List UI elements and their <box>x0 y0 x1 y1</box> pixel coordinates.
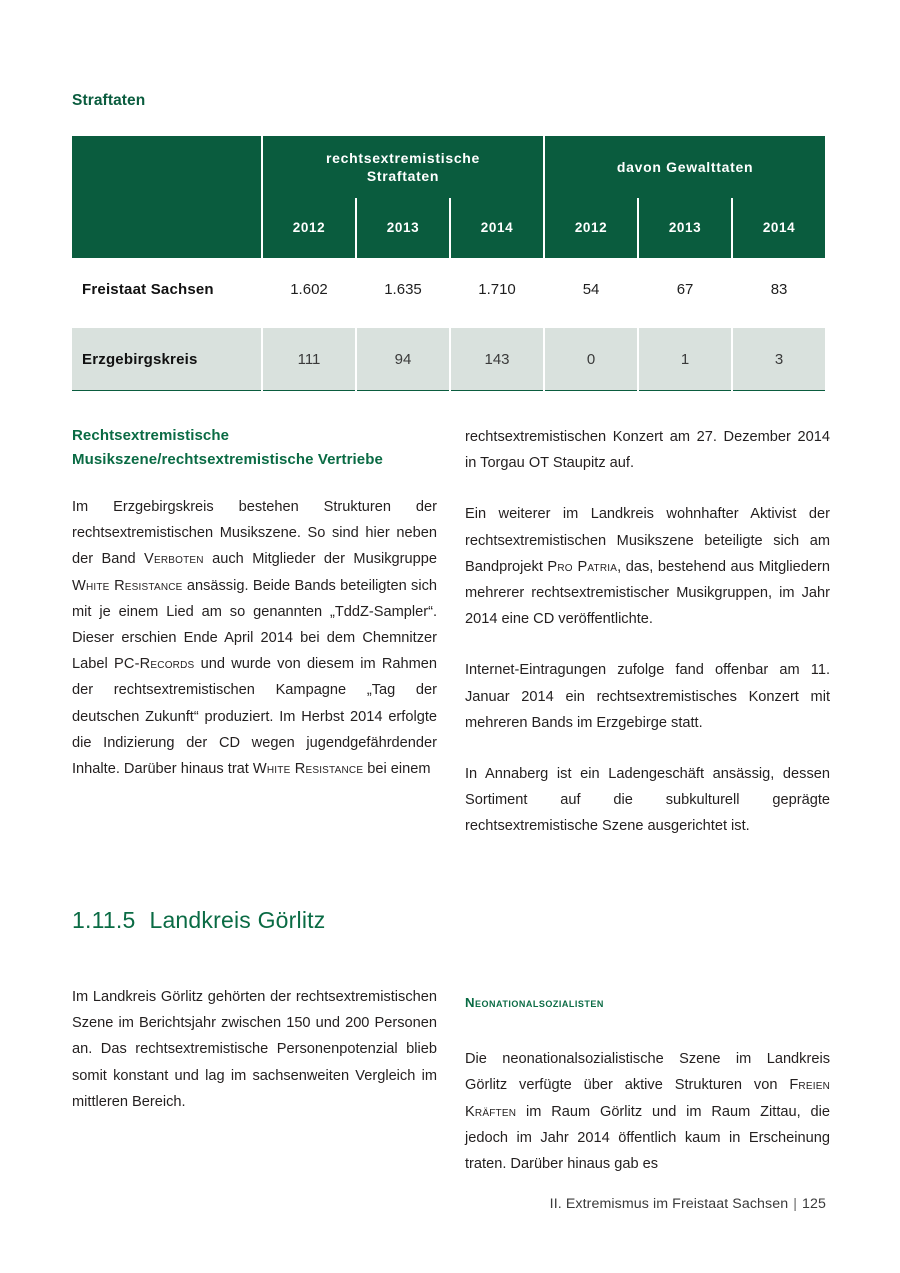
table-group-header-row <box>72 136 826 198</box>
group-header-line1: davon Gewalttaten <box>616 158 754 175</box>
cell-value: 0 <box>544 328 638 391</box>
footer-section-title: II. Extremismus im Freistaat Sachsen <box>549 1196 789 1212</box>
text-fragment: im Raum Görlitz und im Raum Zittau, die jedoch im Jahr 2014 öffentlich kaum in Erscheinung traten. Darüber hinaus gab es <box>465 1103 830 1173</box>
text-fragment: Ein weiterer im Landkreis wohnhafter Aktivist der rechtsextremistischen Musikszene beteiligte sich am Bandprojekt <box>465 506 830 575</box>
row-label-erzgebirgskreis: Erzgebirgskreis <box>72 328 262 391</box>
cell-value: 83 <box>732 258 826 320</box>
cell-value: 67 <box>638 258 732 320</box>
left-column-lower <box>72 984 437 1115</box>
footer-page-number: 125 <box>802 1196 826 1212</box>
text-fragment: auch Mitglieder der Musikgruppe <box>203 551 437 568</box>
right-column-lower <box>465 990 830 1177</box>
crime-statistics-table <box>72 136 827 391</box>
table-caption: Straftaten <box>72 92 146 109</box>
group-header-line2: Straftaten <box>366 168 440 184</box>
group-header-line1: rechtsextremistische <box>325 149 481 166</box>
table-row-spacer <box>72 320 826 328</box>
left-column-upper <box>72 424 437 782</box>
cell-value: 3 <box>732 328 826 391</box>
band-name-verboten: Verboten <box>144 551 204 568</box>
table-row <box>72 258 826 320</box>
label-name-pc-records: PC-Records <box>113 656 195 673</box>
band-name-white-resistance-2: White Resistance <box>252 761 364 778</box>
subsection-heading-musikszene: Rechtsextremistische Musikszene/rechtsextremistische Vertriebe <box>72 427 383 468</box>
table-row <box>72 328 826 391</box>
right-column-upper <box>465 424 830 840</box>
paragraph-personenpotenzial: Im Landkreis Görlitz gehörten der rechtsextremistischen Szene im Berichtsjahr zwischen 150 und 200 Personen an. Das rechtsextremistische Personenpotenzial blieb somit konstant und lag im sachsenweiten Vergleich im mittleren Bereich. <box>72 989 437 1110</box>
paragraph-neonazi-szene <box>465 1046 830 1177</box>
group-header-rechtsextremistische-straftaten <box>262 136 544 198</box>
page-footer <box>550 1196 826 1212</box>
year-header-2013-straftaten: 2013 <box>356 198 450 258</box>
footer-separator: | <box>793 1196 798 1212</box>
cell-value: 1.602 <box>262 258 356 320</box>
cell-value: 54 <box>544 258 638 320</box>
paragraph-konzert-torgau: rechtsextremistischen Konzert am 27. Dezember 2014 in Torgau OT Staupitz auf. <box>465 429 830 472</box>
row-label-freistaat-sachsen: Freistaat Sachsen <box>72 258 262 320</box>
group-name-freien-kraeften: Freien Kräften <box>465 1077 830 1120</box>
year-header-2014-straftaten: 2014 <box>450 198 544 258</box>
group-header-davon-gewalttaten <box>544 136 826 198</box>
chapter-number: 1.11.5 <box>72 907 136 933</box>
text-fragment: Im Erzgebirgskreis bestehen Strukturen der rechtsextremistischen Musikszene. So sind hier neben der Band <box>72 499 437 568</box>
paragraph-musikszene <box>72 494 437 782</box>
spacer-cell <box>72 320 826 328</box>
year-header-2013-gewalttaten: 2013 <box>638 198 732 258</box>
band-name-white-resistance: White Resistance <box>72 577 183 594</box>
paragraph-annaberg: In Annaberg ist ein Ladengeschäft ansässig, dessen Sortiment auf die subkulturell geprägte rechtsextremistische Szene ausgerichtet ist. <box>465 766 830 835</box>
table-header <box>72 136 826 258</box>
year-header-2012-straftaten: 2012 <box>262 198 356 258</box>
cell-value: 1.710 <box>450 258 544 320</box>
text-fragment: bei einem <box>363 761 431 778</box>
table-body <box>72 258 826 391</box>
year-header-2012-gewalttaten: 2012 <box>544 198 638 258</box>
table-corner-cell <box>72 136 262 258</box>
cell-value: 1.635 <box>356 258 450 320</box>
cell-value: 143 <box>450 328 544 391</box>
cell-value: 1 <box>638 328 732 391</box>
text-fragment: Die neonationalsozialistische Szene im Landkreis Görlitz verfügte über aktive Strukturen von <box>465 1051 830 1094</box>
subheading-neonationalsozialisten: Neonationalsozialisten <box>465 995 604 1010</box>
year-header-2014-gewalttaten: 2014 <box>732 198 826 258</box>
chapter-title: Landkreis Görlitz <box>149 907 326 933</box>
text-fragment: , das, bestehend aus Mitgliedern mehrerer rechtsextremistischer Musikgruppen, im Jahr 2014 eine CD veröffentlichte. <box>465 558 830 628</box>
band-name-pro-patria: Pro Patria <box>547 558 618 575</box>
text-fragment: ansässig. Beide Bands beteiligten sich mit je einem Lied am so genannten „TddZ-Sampler“. Dieser erschien Ende April 2014 bei dem Chemnitzer Label <box>72 577 437 673</box>
cell-value: 111 <box>262 328 356 391</box>
text-fragment: und wurde von diesem im Rahmen der rechtsextremistischen Kampagne „Tag der deutschen Zukunft“ produziert. Im Herbst 2014 erfolgte die Indizierung der CD wegen jugendgefährdender Inhalte. Darüber hinaus trat <box>72 656 437 778</box>
chapter-heading <box>72 907 325 934</box>
paragraph-internet-eintragungen: Internet-Eintragungen zufolge fand offenbar am 11. Januar 2014 ein rechtsextremistisches Konzert mit mehreren Bands im Erzgebirge statt. <box>465 662 830 731</box>
paragraph-bandprojekt <box>465 501 830 632</box>
cell-value: 94 <box>356 328 450 391</box>
